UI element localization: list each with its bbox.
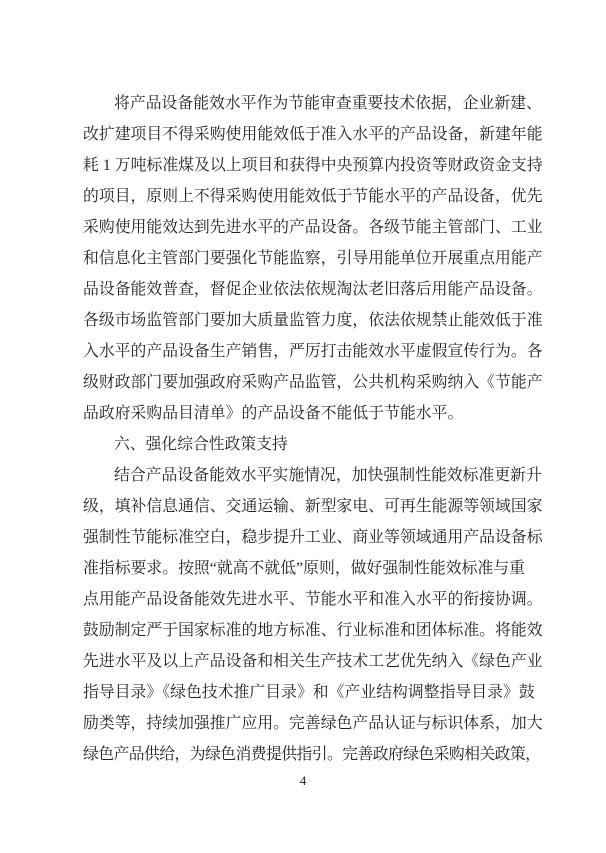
- text-line: 改扩建项目不得采购使用能效低于准入水平的产品设备，新建年能: [83, 126, 543, 143]
- text-line: 的项目，原则上不得采购使用能效低于节能水平的产品设备，优先: [83, 188, 543, 205]
- text-line: 各级市场监管部门要加大质量监管力度，依法依规禁止能效低于准: [83, 312, 543, 329]
- text-line: 点用能产品设备能效先进水平、节能水平和准入水平的衔接协调。: [83, 591, 543, 608]
- text-line: 品设备能效普查，督促企业依法依规淘汰老旧落后用能产品设备。: [83, 281, 543, 298]
- text-line: 准指标要求。按照“就高不就低”原则，做好强制性能效标准与重: [83, 560, 525, 577]
- text-line: 和信息化主管部门要强化节能监察，引导用能单位开展重点用能产: [83, 250, 543, 267]
- page-number: 4: [299, 773, 307, 788]
- document-text-block: [83, 88, 543, 770]
- section-heading: 六、强化综合性政策支持: [114, 436, 288, 453]
- text-line: 结合产品设备能效水平实施情况，加快强制性能效标准更新升: [114, 467, 542, 484]
- text-line: 级财政部门要加强政府采购产品监管，公共机构采购纳入《节能产: [83, 374, 543, 391]
- text-line: 入水平的产品设备生产销售，严厉打击能效水平虚假宣传行为。各: [83, 343, 543, 360]
- text-line: 指导目录》《绿色技术推广目录》和《产业结构调整指导目录》鼓: [83, 684, 535, 701]
- text-line: 绿色产品供给，为绿色消费提供指引。完善政府绿色采购相关政策，: [83, 746, 541, 763]
- text-line: 鼓励制定严于国家标准的地方标准、行业标准和团体标准。将能效: [83, 622, 543, 639]
- text-line: 先进水平及以上产品设备和相关生产技术工艺优先纳入《绿色产业: [83, 653, 543, 670]
- text-line: 励类等，持续加强推广应用。完善绿色产品认证与标识体系，加大: [83, 715, 543, 732]
- text-line: 品政府采购品目清单》的产品设备不能低于节能水平。: [83, 405, 464, 422]
- text-line: 级，填补信息通信、交通运输、新型家电、可再生能源等领域国家: [83, 498, 543, 515]
- text-line: 采购使用能效达到先进水平的产品设备。各级节能主管部门、工业: [83, 219, 543, 236]
- text-line: 强制性节能标准空白，稳步提升工业、商业等领域通用产品设备标: [83, 529, 543, 546]
- text-line: 将产品设备能效水平作为节能审查重要技术依据，企业新建、: [114, 95, 542, 112]
- text-line: 耗 1 万吨标准煤及以上项目和获得中央预算内投资等财政资金支持: [83, 157, 543, 174]
